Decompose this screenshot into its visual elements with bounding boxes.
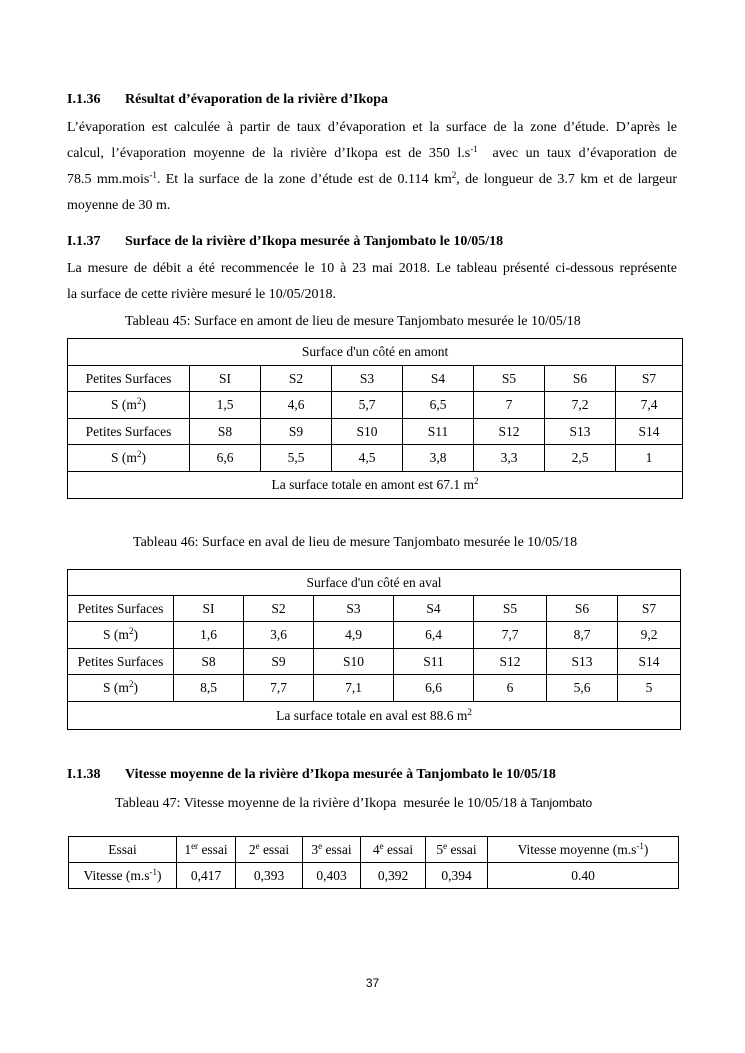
text-run: S (m — [103, 680, 129, 695]
table-total — [68, 472, 683, 499]
paragraph-evaporation — [67, 115, 677, 219]
table-45-upstream-surface — [67, 338, 683, 499]
table-45-caption: Tableau 45: Surface en amont de lieu de mesure Tanjombato mesurée le 10/05/18 — [125, 314, 581, 329]
text-line — [67, 282, 677, 308]
table-cell: 4,6 — [261, 392, 332, 419]
section-heading-1-1-38 — [67, 767, 556, 783]
text-run: ) — [156, 867, 162, 883]
text-run: avec un taux d’évaporation de — [477, 146, 677, 161]
table-cell: S10 — [332, 419, 403, 445]
table-cell: 0,392 — [361, 863, 426, 889]
table-cell: 4,9 — [314, 622, 394, 649]
table-row — [68, 596, 681, 622]
table-cell: 1,6 — [174, 622, 244, 649]
superscript: e — [379, 840, 384, 851]
text-run: la surface de cette rivière mesuré le 10/05/2018. — [67, 287, 336, 302]
text-run: La mesure de débit a été recommencée le 10 à 23 mai 2018. Le tableau présenté ci-dessous représente — [67, 261, 677, 276]
table-row — [68, 366, 683, 392]
table-cell: S12 — [474, 419, 545, 445]
table-cell: 8,5 — [174, 675, 244, 702]
row-label: Petites Surfaces — [68, 649, 174, 675]
table-cell: 1,5 — [190, 392, 261, 419]
superscript: er — [191, 840, 199, 851]
superscript: 2 — [467, 706, 472, 717]
row-label: Petites Surfaces — [68, 596, 174, 622]
text-run: L’évaporation est calculée à partir de taux d’évaporation et la surface de la zone d’étude. D’après le — [67, 120, 677, 135]
table-row — [68, 392, 683, 419]
table-row — [68, 445, 683, 472]
column-header — [426, 837, 488, 863]
column-header — [488, 837, 679, 863]
text-run: La surface totale en amont est 67.1 m — [271, 477, 474, 492]
table-cell: 0,403 — [303, 863, 361, 889]
row-label — [68, 445, 190, 472]
text-line — [67, 256, 677, 282]
text-run: , de longueur de 3.7 km et de largeur — [456, 172, 677, 187]
table-header: Surface d'un côté en aval — [68, 570, 681, 596]
superscript: 2 — [451, 170, 457, 180]
section-title: Vitesse moyenne de la rivière d’Ikopa mesurée à Tanjombato le 10/05/18 — [125, 767, 556, 782]
section-number: I.1.36 — [67, 92, 101, 107]
table-cell: 0.40 — [488, 863, 679, 889]
table-47-caption — [115, 795, 592, 812]
table-cell: S11 — [403, 419, 474, 445]
section-title: Résultat d’évaporation de la rivière d’Ikopa — [125, 92, 389, 107]
table-cell: SI — [190, 366, 261, 392]
superscript: 2 — [136, 449, 142, 459]
text-run: ) — [141, 450, 146, 465]
table-cell: 5 — [618, 675, 681, 702]
text-run: Tableau 47: Vitesse moyenne de la rivière d’Ikopa mesurée le 10/05/18 — [115, 796, 521, 811]
table-cell: 8,7 — [547, 622, 618, 649]
table-cell: S3 — [314, 596, 394, 622]
table-cell: S8 — [174, 649, 244, 675]
superscript: 2 — [128, 679, 134, 689]
text-run: essai — [447, 841, 477, 857]
table-cell: 0,417 — [177, 863, 236, 889]
superscript: e — [443, 840, 448, 851]
table-cell: 6,4 — [394, 622, 474, 649]
text-run: 1 — [184, 841, 192, 857]
table-cell: S6 — [547, 596, 618, 622]
table-cell: S4 — [394, 596, 474, 622]
text-run: Vitesse moyenne (m.s — [517, 841, 637, 857]
table-cell: SI — [174, 596, 244, 622]
superscript: -1 — [470, 144, 478, 154]
table-cell: 2,5 — [545, 445, 616, 472]
table-47-average-velocity — [68, 836, 679, 889]
table-row — [68, 419, 683, 445]
table-cell: S13 — [545, 419, 616, 445]
table-cell: 7 — [474, 392, 545, 419]
text-run: essai — [259, 841, 290, 857]
table-cell: 7,4 — [616, 392, 683, 419]
table-cell: S9 — [261, 419, 332, 445]
text-run: moyenne de 30 m. — [67, 198, 171, 213]
section-heading-1-1-36 — [67, 92, 388, 108]
page-number: 37 — [365, 976, 380, 990]
text-run: Vitesse (m.s — [83, 867, 150, 883]
table-row — [68, 649, 681, 675]
superscript: -1 — [149, 866, 157, 877]
table-row — [69, 863, 679, 889]
column-header — [361, 837, 426, 863]
text-run: S (m — [103, 627, 129, 642]
text-run: ) — [133, 627, 138, 642]
table-cell: 1 — [616, 445, 683, 472]
text-run: ) — [141, 397, 146, 412]
text-run: 5 — [436, 841, 444, 857]
table-cell: S7 — [618, 596, 681, 622]
table-header-row — [68, 339, 683, 366]
table-46-caption: Tableau 46: Surface en aval de lieu de mesure Tanjombato mesurée le 10/05/18 — [133, 535, 578, 550]
superscript: e — [255, 840, 260, 851]
table-cell: S14 — [618, 649, 681, 675]
text-run: La surface totale en aval est 88.6 m — [276, 707, 468, 723]
table-cell: 3,8 — [403, 445, 474, 472]
text-run: ) — [643, 841, 649, 857]
table-row — [68, 675, 681, 702]
table-46-downstream-surface — [67, 569, 681, 730]
table-cell: 4,5 — [332, 445, 403, 472]
table-cell: 5,5 — [261, 445, 332, 472]
text-line — [67, 167, 677, 193]
text-run: essai — [198, 841, 228, 857]
table-cell: 5,7 — [332, 392, 403, 419]
text-run: S (m — [111, 397, 137, 412]
table-cell: S6 — [545, 366, 616, 392]
table-cell: S9 — [244, 649, 314, 675]
column-header — [303, 837, 361, 863]
text-run: 2 — [248, 841, 256, 857]
table-cell: S11 — [394, 649, 474, 675]
column-header: Essai — [69, 837, 177, 863]
table-cell: 6,5 — [403, 392, 474, 419]
superscript: 2 — [473, 476, 479, 486]
text-line — [67, 193, 677, 219]
section-number: I.1.37 — [67, 234, 101, 249]
table-total — [68, 702, 681, 730]
row-label: Petites Surfaces — [68, 419, 190, 445]
table-cell: S2 — [261, 366, 332, 392]
column-header — [177, 837, 236, 863]
table-cell: S8 — [190, 419, 261, 445]
table-cell: S10 — [314, 649, 394, 675]
superscript: 2 — [128, 626, 134, 636]
text-run: S (m — [111, 450, 137, 465]
table-cell: S4 — [403, 366, 474, 392]
table-cell: 6,6 — [394, 675, 474, 702]
table-total-row — [68, 702, 681, 730]
table-header-row — [69, 837, 679, 863]
table-cell: S5 — [474, 366, 545, 392]
table-total-row — [68, 472, 683, 499]
text-line — [67, 115, 677, 141]
table-cell: 7,1 — [314, 675, 394, 702]
section-number: I.1.38 — [67, 767, 101, 782]
text-run: 78.5 mm.mois — [67, 172, 150, 187]
table-cell: 3,3 — [474, 445, 545, 472]
text-run: . Et la surface de la zone d’étude est de 0.114 km — [156, 172, 452, 187]
superscript: -1 — [149, 170, 157, 180]
table-cell: 5,6 — [547, 675, 618, 702]
table-cell: 7,7 — [474, 622, 547, 649]
table-cell: S2 — [244, 596, 314, 622]
text-run: calcul, l’évaporation moyenne de la rivière d’Ikopa est de 350 l.s — [67, 146, 471, 161]
table-cell: 7,2 — [545, 392, 616, 419]
row-label — [69, 863, 177, 889]
text-run: essai — [322, 841, 352, 857]
table-cell: 6 — [474, 675, 547, 702]
table-cell: 0,393 — [236, 863, 303, 889]
table-cell: 9,2 — [618, 622, 681, 649]
row-label: Petites Surfaces — [68, 366, 190, 392]
table-cell: 6,6 — [190, 445, 261, 472]
table-cell: S12 — [474, 649, 547, 675]
table-row — [68, 622, 681, 649]
paragraph-surface — [67, 256, 677, 308]
table-cell: S7 — [616, 366, 683, 392]
table-cell: S3 — [332, 366, 403, 392]
text-run: à Tanjombato — [520, 796, 593, 810]
column-header — [236, 837, 303, 863]
table-cell: S13 — [547, 649, 618, 675]
section-title: Surface de la rivière d’Ikopa mesurée à Tanjombato le 10/05/18 — [125, 234, 504, 249]
text-run: ) — [133, 680, 138, 695]
row-label — [68, 675, 174, 702]
table-cell: S5 — [474, 596, 547, 622]
superscript: e — [318, 840, 323, 851]
table-header-row — [68, 570, 681, 596]
table-cell: 3,6 — [244, 622, 314, 649]
table-cell: 7,7 — [244, 675, 314, 702]
superscript: -1 — [636, 840, 644, 851]
table-cell: S14 — [616, 419, 683, 445]
table-header: Surface d'un côté en amont — [68, 339, 683, 366]
text-run: 3 — [311, 841, 319, 857]
superscript: 2 — [136, 396, 142, 406]
table-cell: 0,394 — [426, 863, 488, 889]
text-run: essai — [383, 841, 414, 857]
text-run: 4 — [372, 841, 380, 857]
text-line — [67, 141, 677, 167]
section-heading-1-1-37 — [67, 234, 503, 250]
row-label — [68, 622, 174, 649]
row-label — [68, 392, 190, 419]
